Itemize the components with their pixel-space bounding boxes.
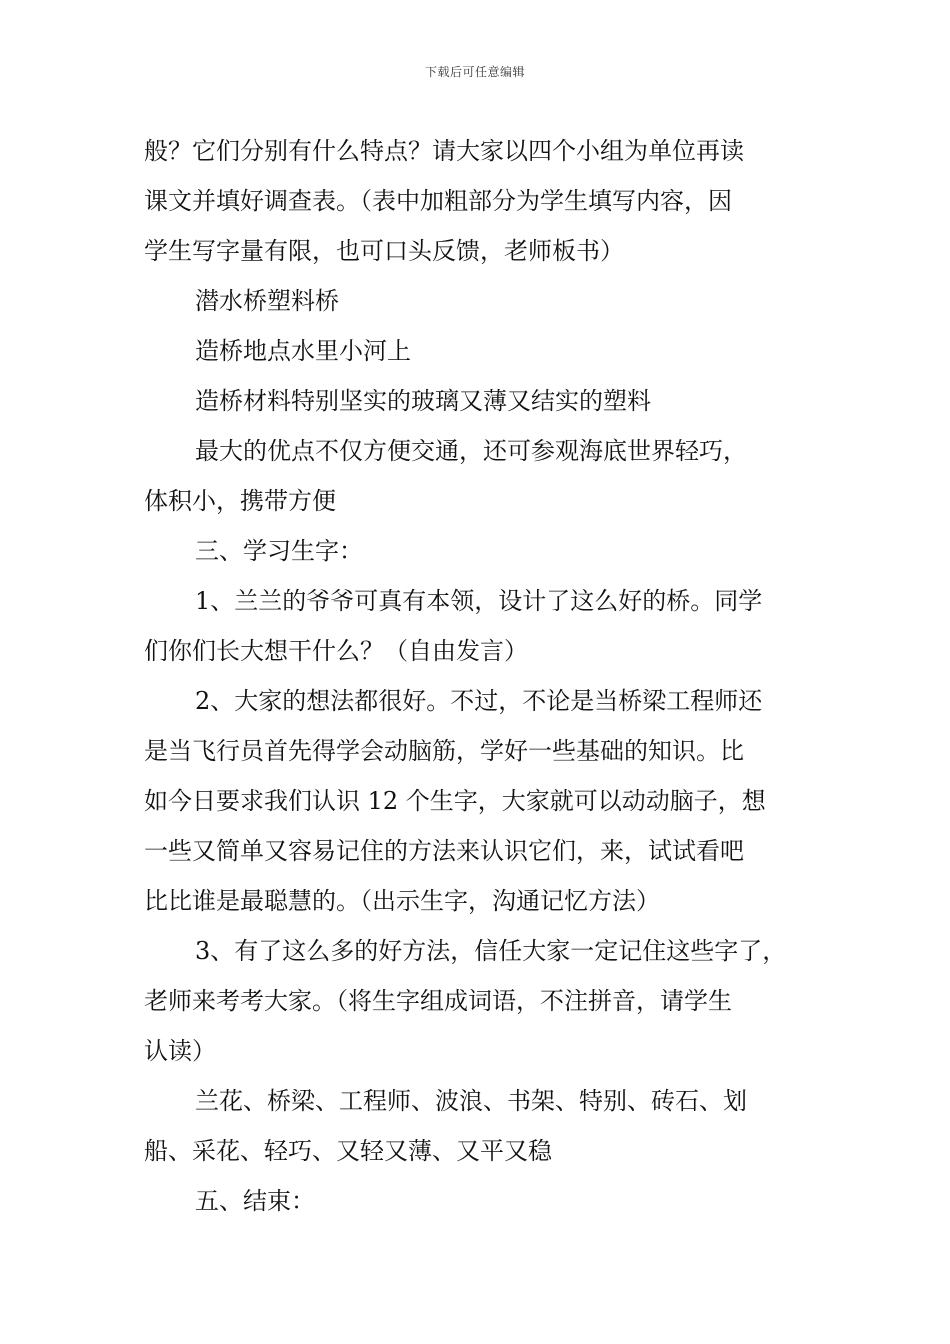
body-line: 认读） — [144, 1037, 216, 1065]
paragraph-2-start: 2、大家的想法都很好。不过，不论是当桥梁工程师还 — [195, 687, 763, 715]
word-list-start: 兰花、桥梁、工程师、波浪、书架、特别、砖石、划 — [195, 1087, 747, 1115]
table-row-header: 潜水桥塑料桥 — [195, 287, 339, 315]
body-line: 是当飞行员首先得学会动脑筋，学好一些基础的知识。比 — [144, 737, 744, 765]
body-line: 船、采花、轻巧、又轻又薄、又平又稳 — [144, 1137, 552, 1165]
paragraph-1-start: 1、兰兰的爷爷可真有本领，设计了这么好的桥。同学 — [195, 587, 763, 615]
table-row-location: 造桥地点水里小河上 — [195, 337, 411, 365]
body-line: 们你们长大想干什么？（自由发言） — [144, 637, 528, 665]
body-line: 课文并填好调查表。（表中加粗部分为学生填写内容，因 — [144, 187, 732, 215]
section-heading-conclusion: 五、结束： — [195, 1187, 315, 1215]
table-row-material: 造桥材料特别坚实的玻璃又薄又结实的塑料 — [195, 387, 651, 415]
body-line: 体积小，携带方便 — [144, 487, 336, 515]
section-heading-learn-characters: 三、学习生字： — [195, 537, 363, 565]
table-row-advantage: 最大的优点不仅方便交通，还可参观海底世界轻巧， — [195, 437, 747, 465]
body-line: 学生写字量有限，也可口头反馈，老师板书） — [144, 237, 624, 265]
body-line: 比比谁是最聪慧的。（出示生字，沟通记忆方法） — [144, 887, 660, 915]
body-line: 如今日要求我们认识 12 个生字，大家就可以动动脑子，想 — [144, 787, 766, 815]
page-header-note: 下载后可任意编辑 — [424, 65, 525, 79]
body-line: 一些又简单又容易记住的方法来认识它们，来，试试看吧 — [144, 837, 744, 865]
paragraph-3-start: 3、有了这么多的好方法，信任大家一定记住这些字了， — [195, 937, 787, 965]
body-line: 老师来考考大家。（将生字组成词语，不注拼音，请学生 — [144, 987, 732, 1015]
body-line: 般？它们分别有什么特点？请大家以四个小组为单位再读 — [144, 137, 744, 165]
document-body — [144, 126, 824, 1226]
